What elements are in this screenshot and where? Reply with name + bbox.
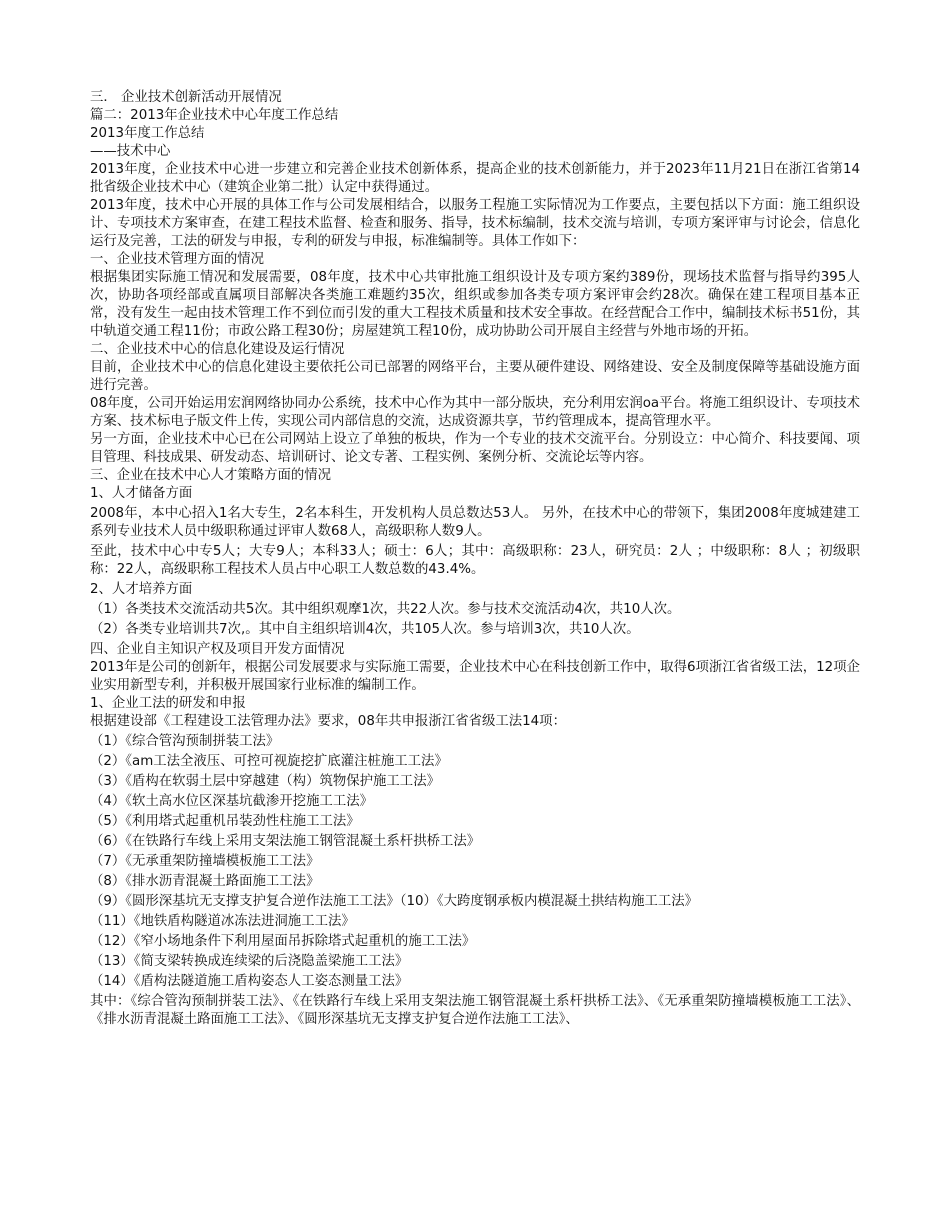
section-heading: 一、企业技术管理方面的情况 (90, 252, 265, 267)
paragraph: 另一方面，企业技术中心已在公司网站上设立了单独的板块，作为一个专业的技术交流平台。分别设立：中心简介、科技要闻、项目管理、科技成果、研发动态、培训研讨、论文专著、工程实例、案例分析、交流论坛等内容。 (90, 432, 860, 465)
paragraph: 2008年，本中心招入1名大专生，2名本科生，开发机构人员总数达53人。 另外，在技术中心的带领下，集团2008年度城建建工系列专业技术人员中级职称通过评审人数68人，高级职称人数9人。 (90, 506, 860, 539)
paragraph: 2013年是公司的创新年，根据公司发展要求与实际施工需要，企业技术中心在科技创新工作中，取得6项浙江省省级工法，12项企业实用新型专利，并积极开展国家行业标准的编制工作。 (90, 660, 860, 693)
list-item: （5）《利用塔式起重机吊装劲性柱施工工法》 (90, 814, 360, 829)
paragraph: 2013年度，企业技术中心进一步建立和完善企业技术创新体系，提高企业的技术创新能力，并于2023年11月21日在浙江省第14批省级企业技术中心（建筑企业第二批）认定中获得通过。 (90, 162, 860, 195)
list-item: （2）《am工法全液压、可控可视旋挖扩底灌注桩施工工法》 (90, 754, 448, 769)
paragraph: 2013年度，技术中心开展的具体工作与公司发展相结合，以服务工程施工实际情况为工作要点，主要包括以下方面：施工组织设计、专项技术方案审查，在建工程技术监督、检查和服务、指导，技术标编制，技术交流与培训，专项方案评审与讨论会，信息化运行及完善，工法的研发与申报，专利的研发与申报，标准编制等。具体工作如下： (90, 198, 860, 249)
list-item: （6）《在铁路行车线上采用支架法施工钢管混凝土系杆拱桥工法》 (90, 834, 481, 849)
subsection-heading: 2、人才培养方面 (90, 582, 193, 597)
article-title: 篇二：2013年企业技术中心年度工作总结 (90, 108, 339, 123)
list-item: （14）《盾构法隧道施工盾构姿态人工姿态测量工法》 (90, 974, 409, 989)
paragraph: 目前，企业技术中心的信息化建设主要依托公司已部署的网络平台，主要从硬件建设、网络建设、安全及制度保障等基础设施方面进行完善。 (90, 360, 860, 393)
section-heading: 三、企业在技术中心人才策略方面的情况 (90, 468, 332, 483)
list-item: （7）《无承重架防撞墙模板施工工法》 (90, 854, 320, 869)
list-item: （1）各类技术交流活动共5次。其中组织观摩1次，共22人次。参与技术交流活动4次，共10人次。 (90, 602, 681, 617)
paragraph: 其中：《综合管沟预制拼装工法》、《在铁路行车线上采用支架法施工钢管混凝土系杆拱桥工法》、《无承重架防撞墙模板施工工法》、《排水沥青混凝土路面施工工法》、《圆形深基坑无支撑支护复合逆作法施工工法》、 (90, 994, 860, 1027)
document-body (90, 89, 860, 1029)
subsection-heading: 1、人才储备方面 (90, 486, 193, 501)
report-author: ——技术中心 (90, 144, 171, 159)
list-item: （3）《盾构在软弱土层中穿越建（构）筑物保护施工工法》 (90, 774, 440, 789)
list-item: （4）《软土高水位区深基坑截渗开挖施工工法》 (90, 794, 374, 809)
list-item: （2）各类专业培训共7次,。其中自主组织培训4次，共105人次。参与培训3次，共10人次。 (90, 622, 640, 637)
list-item: （13）《简支梁转换成连续梁的后浇隐盖梁施工工法》 (90, 954, 409, 969)
list-item: （12）《窄小场地条件下利用屋面吊拆除塔式起重机的施工工法》 (90, 934, 476, 949)
paragraph: 08年度，公司开始运用宏润网络协同办公系统，技术中心作为其中一部分版块，充分利用宏润oa平台。将施工组织设计、专项技术方案、技术标电子版文件上传，实现公司内部信息的交流，达成资源共享，节约管理成本，提高管理水平。 (90, 396, 860, 429)
list-item: （8）《排水沥青混凝土路面施工工法》 (90, 874, 320, 889)
section-heading: 二、企业技术中心的信息化建设及运行情况 (90, 342, 345, 357)
list-item: （11）《地铁盾构隧道冰冻法进洞施工工法》 (90, 914, 355, 929)
report-title: 2013年度工作总结 (90, 126, 205, 141)
list-item: （1）《综合管沟预制拼装工法》 (90, 734, 280, 749)
list-item: （9）《圆形深基坑无支撑支护复合逆作法施工工法》（10）《大跨度钢承板内模混凝土拱结构施工工法》 (90, 894, 699, 909)
paragraph: 根据建设部《工程建设工法管理办法》要求，08年共申报浙江省省级工法14项： (90, 714, 566, 729)
paragraph: 根据集团实际施工情况和发展需要，08年度，技术中心共审批施工组织设计及专项方案约389份，现场技术监督与指导约395人次，协助各项经部或直属项目部解决各类施工难题约35次，组织或参加各类专项方案评审会约28次。确保在建工程项目基本正常，没有发生一起由技术管理工作不到位而引发的重大工程技术质量和技术安全事故。在经营配合工作中，编制技术标书51份，其中轨道交通工程11份；市政公路工程30份；房屋建筑工程10份，成功协助公司开展自主经营与外地市场的开拓。 (90, 270, 860, 339)
section-heading: 三． 企业技术创新活动开展情况 (90, 90, 282, 105)
subsection-heading: 1、企业工法的研发和申报 (90, 696, 246, 711)
paragraph: 至此，技术中心中专5人；大专9人；本科33人；硕士：6人；其中：高级职称：23人，研究员：2人 ；中级职称：8人 ；初级职称：22人，高级职称工程技术人员占中心职工人数总数的43.4%。 (90, 544, 860, 577)
section-heading: 四、企业自主知识产权及项目开发方面情况 (90, 642, 345, 657)
